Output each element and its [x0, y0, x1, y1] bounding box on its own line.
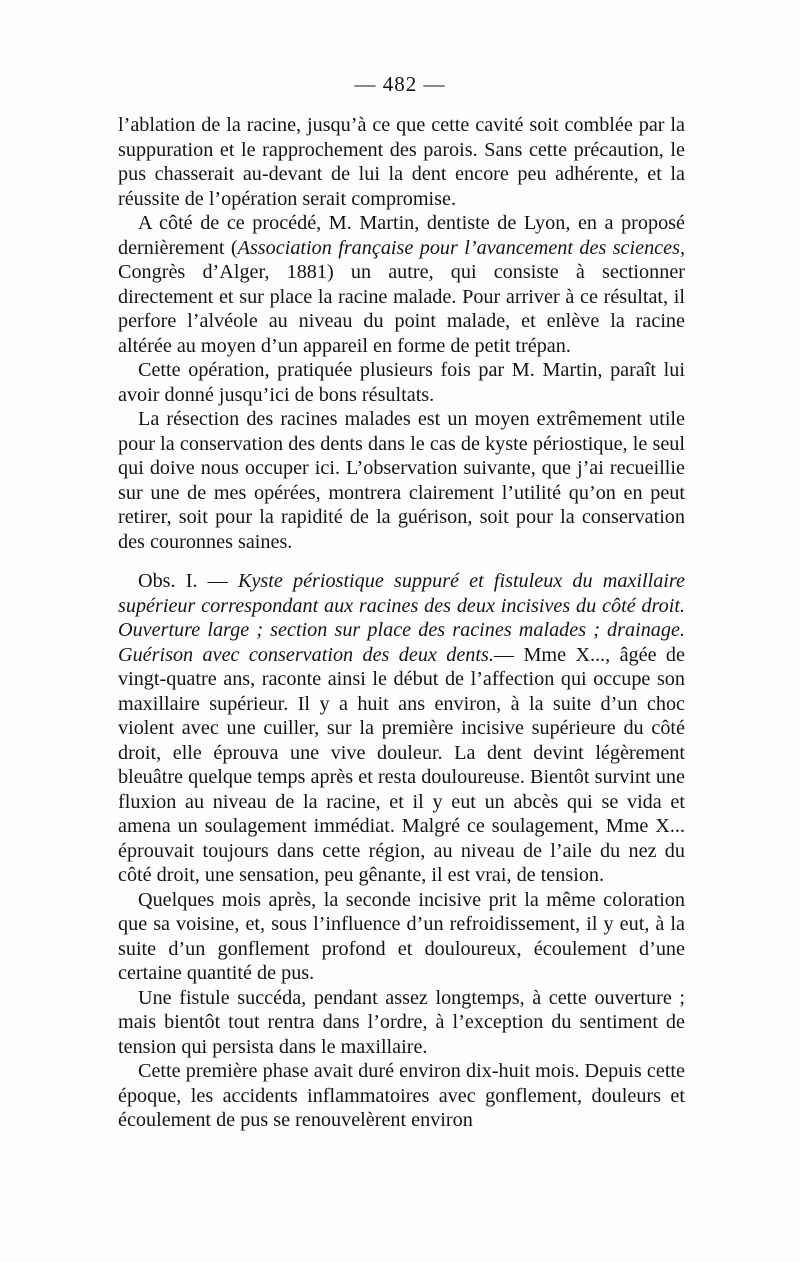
paragraph-martin-citation: Association française pour l’avancement des sciences — [237, 236, 680, 259]
paragraph-martin-procedure — [118, 211, 685, 358]
paragraph-martin-text-a: A côté de ce procédé, M. Martin, dentiste de Lyon, en a proposé dernièrement ( — [118, 212, 685, 259]
observation-intro: — Mme X..., âgée de vingt-quatre ans, raconte ainsi le début de l’affection qui occupe son maxillaire supérieur. Il y a huit ans environ, à la suite d’un choc violent avec une cuiller, sur la première incisive supérieure du côté droit, elle éprouva une vive douleur. La dent devint légèrement bleuâtre quelque temps après et resta douloureuse. Bientôt survint une fluxion au niveau de la racine, et il y eut un abcès qui se vida et amena un soulagement immédiat. Malgré ce soulagement, Mme X... éprouvait toujours dans cette région, au niveau de l’aile du nez du côté droit, une sensation, peu gênante, il est vrai, de tension. — [118, 643, 685, 886]
paragraph-first-phase: Cette première phase avait duré environ dix-huit mois. Depuis cette époque, les accidents inflammatoires avec gonflement, douleurs et écoulement de pus se renouvelèrent environ — [118, 1060, 685, 1131]
page-number: — 482 — — [354, 72, 446, 96]
paragraph-resection: La résection des racines malades est un moyen extrêmement utile pour la conservation des dents dans le cas de kyste périostique, le seul qui doive nous occuper ici. L’observation suivante, que j’ai recueillie sur une de mes opérées, montrera clairement l’utilité qu’on en peut retirer, soit pour la rapidité de la guérison, soit pour la conservation des couronnes saines. — [118, 408, 685, 553]
paragraph-martin-text-b: , Congrès d’Alger, 1881) un autre, qui consiste à sectionner directement et sur place la racine malade. Pour arriver à ce résultat, il perfore l’alvéole au niveau du point malade, et enlève la racine altérée au moyen d’un appareil en forme de petit trépan. — [118, 236, 685, 357]
observation-title: Kyste périostique suppuré et fistuleux du maxillaire supérieur correspondant aux racines des deux incisives du côté droit. Ouverture large ; section sur place des racines malades ; drainage. Guérison avec conservation des deux dents. — [118, 570, 685, 666]
body-text — [118, 113, 685, 1133]
paragraph-fistula: Une fistule succéda, pendant assez longtemps, à cette ouverture ; mais bientôt tout rentra dans l’ordre, à l’exception du sentiment de tension qui persista dans le maxillaire. — [118, 986, 685, 1058]
observation-heading — [118, 569, 685, 888]
paragraph-results: Cette opération, pratiquée plusieurs fois par M. Martin, paraît lui avoir donné jusqu’ici de bons résultats. — [118, 359, 685, 406]
paragraph-second-incisor: Quelques mois après, la seconde incisive prit la même coloration que sa voisine, et, sous l’influence d’un refroidissement, il y eut, à la suite d’un gonflement profond et douloureux, écoulement d’une certaine quantité de pus. — [118, 888, 685, 984]
paragraph-continuation: l’ablation de la racine, jusqu’à ce que cette cavité soit comblée par la suppuration et le rapprochement des parois. Sans cette précaution, le pus chasserait au-devant de lui la dent encore peu adhérente, et la réussite de l’opération serait compromise. — [118, 114, 685, 210]
observation-label: Obs. I. — — [138, 570, 238, 592]
